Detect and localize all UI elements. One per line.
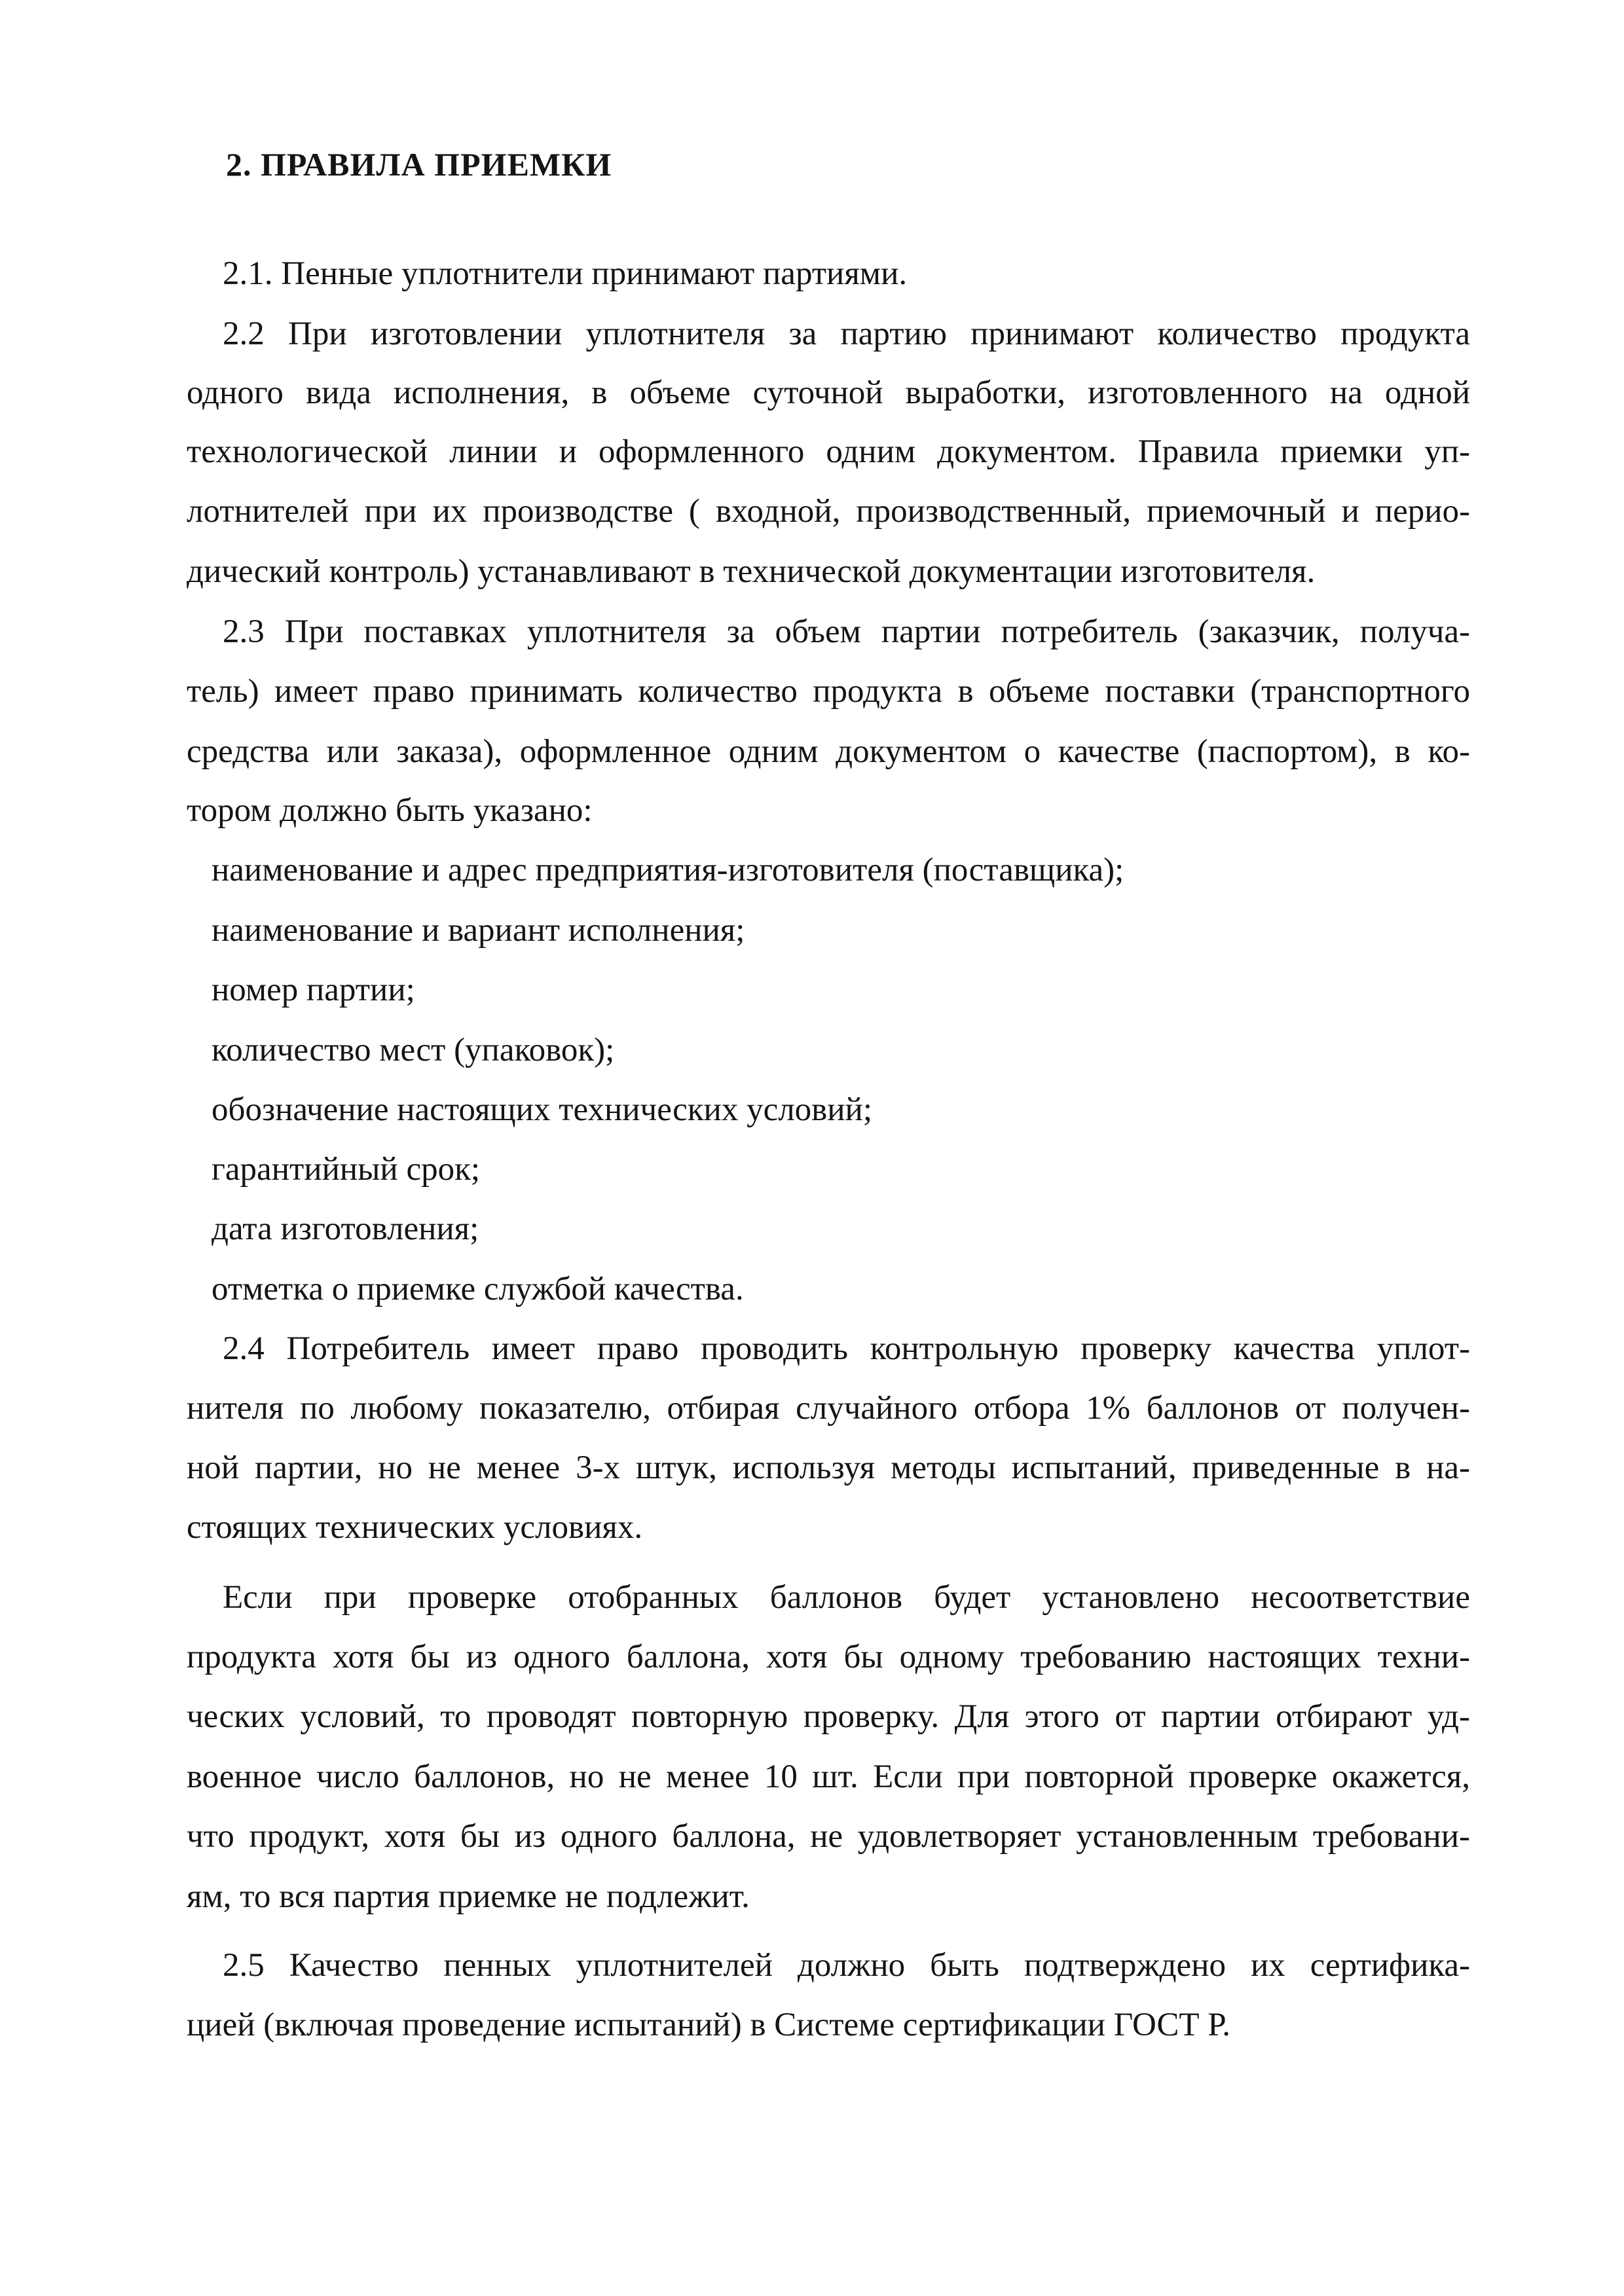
paragraph-recheck-line: военное число баллонов, но не менее 10 шт. Если при повторной проверке окажется,: [187, 1758, 1470, 1795]
paragraph-2-2-line: 2.2 При изготовлении уплотнителя за партию принимают количество продукта: [223, 316, 1470, 352]
paragraph-2-2-line: дический контроль) устанавливают в технической документации изготовителя.: [187, 553, 1316, 590]
paragraph-2-3-line: 2.3 При поставках уплотнителя за объем партии потребитель (заказчик, получа-: [223, 613, 1470, 650]
paragraph-2-4-line: ной партии, но не менее 3-х штук, используя методы испытаний, приведенные в на-: [187, 1449, 1470, 1486]
list-item: наименование и адрес предприятия-изготовителя (поставщика);: [212, 852, 1124, 888]
paragraph-2-2-line: одного вида исполнения, в объеме суточной выработки, изготовленного на одной: [187, 374, 1470, 411]
paragraph-recheck-line: что продукт, хотя бы из одного баллона, не удовлетворяет установленным требовани-: [187, 1818, 1470, 1855]
paragraph-2-2-line: лотнителей при их производстве ( входной, производственный, приемочный и перио-: [187, 493, 1470, 530]
paragraph-recheck-line: ям, то вся партия приемке не подлежит.: [187, 1878, 750, 1915]
section-heading: 2. ПРАВИЛА ПРИЕМКИ: [226, 146, 612, 183]
paragraph-recheck-line: ческих условий, то проводят повторную проверку. Для этого от партии отбирают уд-: [187, 1698, 1470, 1735]
list-item: обозначение настоящих технических условий;: [212, 1091, 872, 1128]
list-item: гарантийный срок;: [212, 1151, 481, 1188]
paragraph-2-4-line: стоящих технических условиях.: [187, 1509, 643, 1546]
paragraph-2-3-line: средства или заказа), оформленное одним документом о качестве (паспортом), в ко-: [187, 733, 1470, 770]
paragraph-2-4-line: нителя по любому показателю, отбирая случайного отбора 1% баллонов от получен-: [187, 1390, 1470, 1427]
paragraph-recheck-line: продукта хотя бы из одного баллона, хотя бы одному требованию настоящих техни-: [187, 1639, 1470, 1675]
list-item: номер партии;: [212, 972, 415, 1008]
paragraph-recheck-line: Если при проверке отобранных баллонов будет установлено несоответствие: [223, 1579, 1470, 1616]
list-item: отметка о приемке службой качества.: [212, 1271, 744, 1307]
list-item: дата изготовления;: [212, 1211, 479, 1247]
paragraph-2-3-line: тором должно быть указано:: [187, 792, 593, 829]
paragraph-2-3-line: тель) имеет право принимать количество продукта в объеме поставки (транспортного: [187, 673, 1470, 710]
paragraph-2-4-line: 2.4 Потребитель имеет право проводить контрольную проверку качества уплот-: [223, 1330, 1470, 1367]
list-item: наименование и вариант исполнения;: [212, 912, 745, 949]
paragraph-2-5-line: цией (включая проведение испытаний) в Системе сертификации ГОСТ Р.: [187, 2007, 1231, 2043]
list-item: количество мест (упаковок);: [212, 1032, 615, 1068]
paragraph-2-5-line: 2.5 Качество пенных уплотнителей должно быть подтверждено их сертифика-: [223, 1947, 1470, 1984]
paragraph-2-2-line: технологической линии и оформленного одним документом. Правила приемки уп-: [187, 433, 1470, 470]
paragraph-2-1-line: 2.1. Пенные уплотнители принимают партиями.: [223, 255, 908, 292]
